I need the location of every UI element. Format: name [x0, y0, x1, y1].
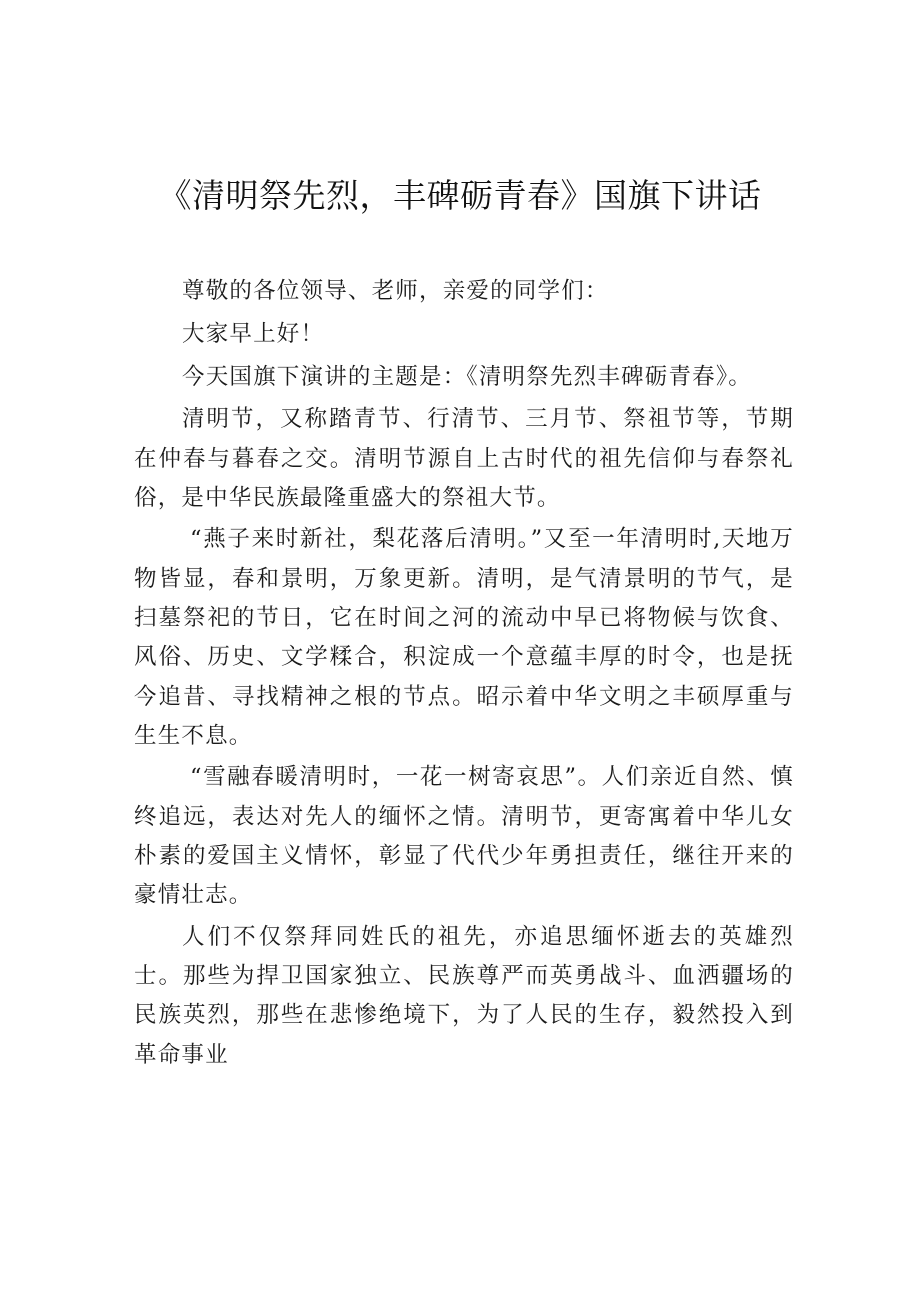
body-paragraph: “雪融春暖清明时，一花一树寄哀思”。人们亲近自然、慎终追远，表达对先人的缅怀之情。清明节，更寄寓着中华儿女朴素的爱国主义情怀，彰显了代代少年勇担责任，继往开来的豪情壮志。 — [134, 764, 794, 909]
topic-paragraph: 今天国旗下演讲的主题是：《清明祭先烈丰碑砺青春》。 — [182, 363, 753, 390]
greeting-paragraph: 大家早上好！ — [182, 320, 325, 347]
document-title: 《清明祭先烈，丰碑砺青春》国旗下讲话 — [158, 176, 762, 215]
salutation-paragraph: 尊敬的各位领导、老师，亲爱的同学们： — [182, 278, 609, 304]
body-paragraph: “燕子来时新社，梨花落后清明。”又至一年清明时,天地万物皆显，春和景明，万象更新。清明，是气清景明的节气，是扫墓祭祀的节日，它在时间之河的流动中早已将物候与饮食、风俗、历史、文学糅合，积淀成一个意蕴丰厚的时令，也是抚今追昔、寻找精神之根的节点。昭示着中华文明之丰硕厚重与生生不息。 — [134, 526, 794, 749]
body-paragraph: 清明节，又称踏青节、行清节、三月节、祭祖节等，节期在仲春与暮春之交。清明节源自上古时代的祖先信仰与春祭礼俗，是中华民族最隆重盛大的祭祖大节。 — [134, 406, 794, 511]
document-body — [134, 272, 794, 1077]
body-paragraph: 人们不仅祭拜同姓氏的祖先，亦追思缅怀逝去的英雄烈士。那些为捍卫国家独立、民族尊严而英勇战斗、血洒疆场的民族英烈，那些在悲惨绝境下，为了人民的生存，毅然投入到革命事业 — [134, 923, 794, 1068]
